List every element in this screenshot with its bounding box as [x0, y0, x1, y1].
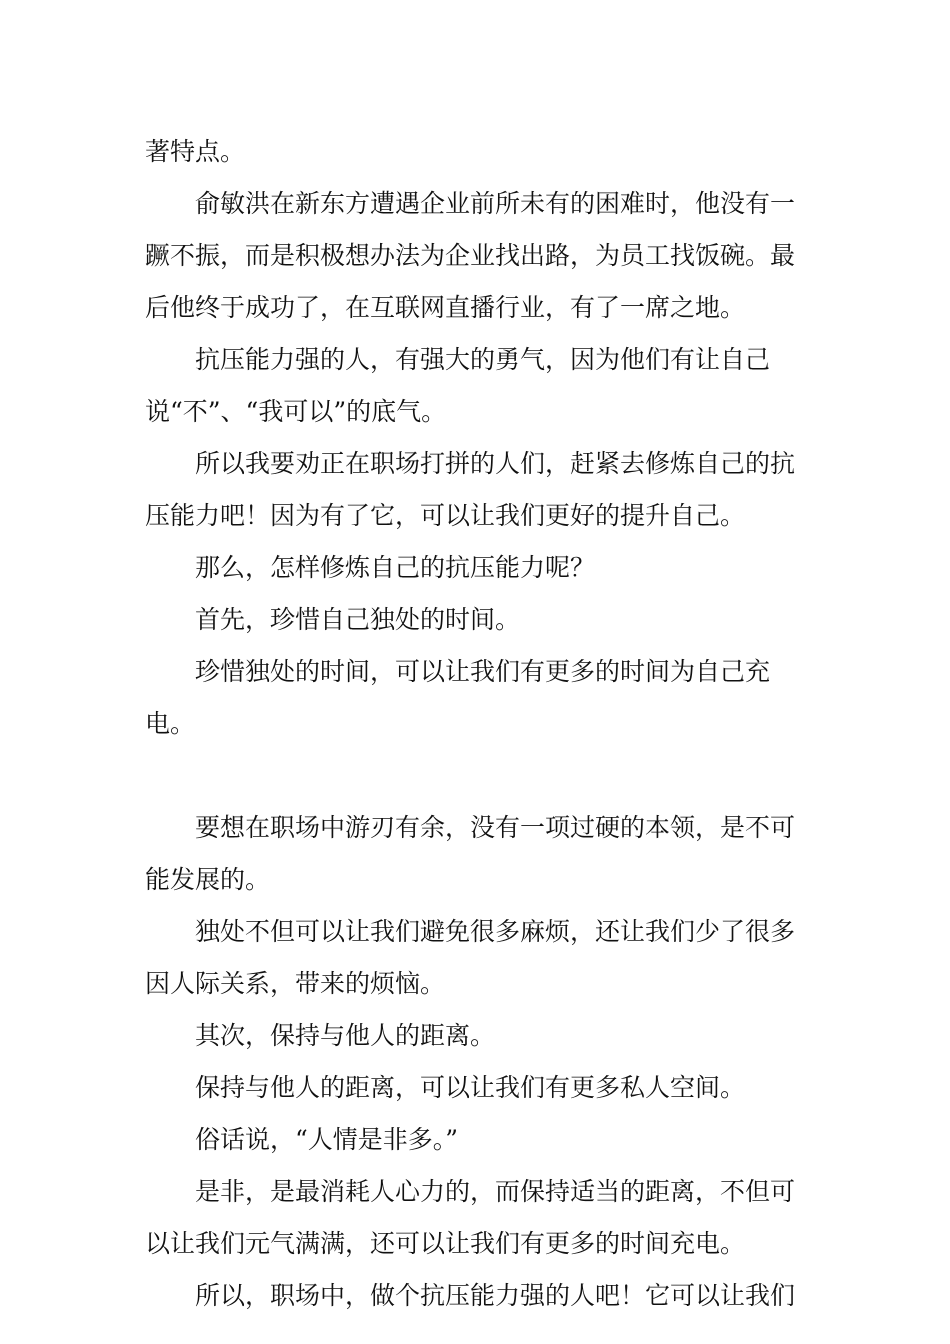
paragraph-spacer [145, 750, 815, 802]
paragraph-6: 首先，珍惜自己独处的时间。 [195, 605, 521, 634]
paragraph-12: 俗话说，“人情是非多。” [195, 1125, 459, 1154]
paragraph-8: 要想在职场中游刃有余，没有一项过硬的本领，是不可能发展的。 [145, 813, 796, 894]
paragraph-3: 抗压能力强的人，有强大的勇气，因为他们有让自己说“不”、“我可以”的底气。 [145, 345, 771, 426]
paragraph-1: 著特点。 [145, 137, 246, 166]
paragraph-10: 其次，保持与他人的距离。 [195, 1021, 496, 1050]
paragraph-2: 俞敏洪在新东方遭遇企业前所未有的困难时，他没有一蹶不振，而是积极想办法为企业找出路，为员工找饭碗。最后他终于成功了，在互联网直播行业，有了一席之地。 [145, 189, 796, 322]
paragraph-13: 是非，是最消耗人心力的，而保持适当的距离，不但可以让我们元气满满，还可以让我们有更多的时间充电。 [145, 1177, 796, 1258]
paragraph-11: 保持与他人的距离，可以让我们有更多私人空间。 [195, 1073, 746, 1102]
paragraph-4: 所以我要劝正在职场打拼的人们，赶紧去修炼自己的抗压能力吧！因为有了它，可以让我们更好的提升自己。 [145, 449, 796, 530]
paragraph-9: 独处不但可以让我们避免很多麻烦，还让我们少了很多因人际关系，带来的烦恼。 [145, 917, 796, 998]
paragraph-5: 那么，怎样修炼自己的抗压能力呢？ [195, 553, 596, 582]
paragraph-7: 珍惜独处的时间，可以让我们有更多的时间为自己充电。 [145, 657, 771, 738]
document-body [145, 126, 815, 1322]
paragraph-14: 所以，职场中，做个抗压能力强的人吧！它可以让我们 [195, 1281, 796, 1310]
